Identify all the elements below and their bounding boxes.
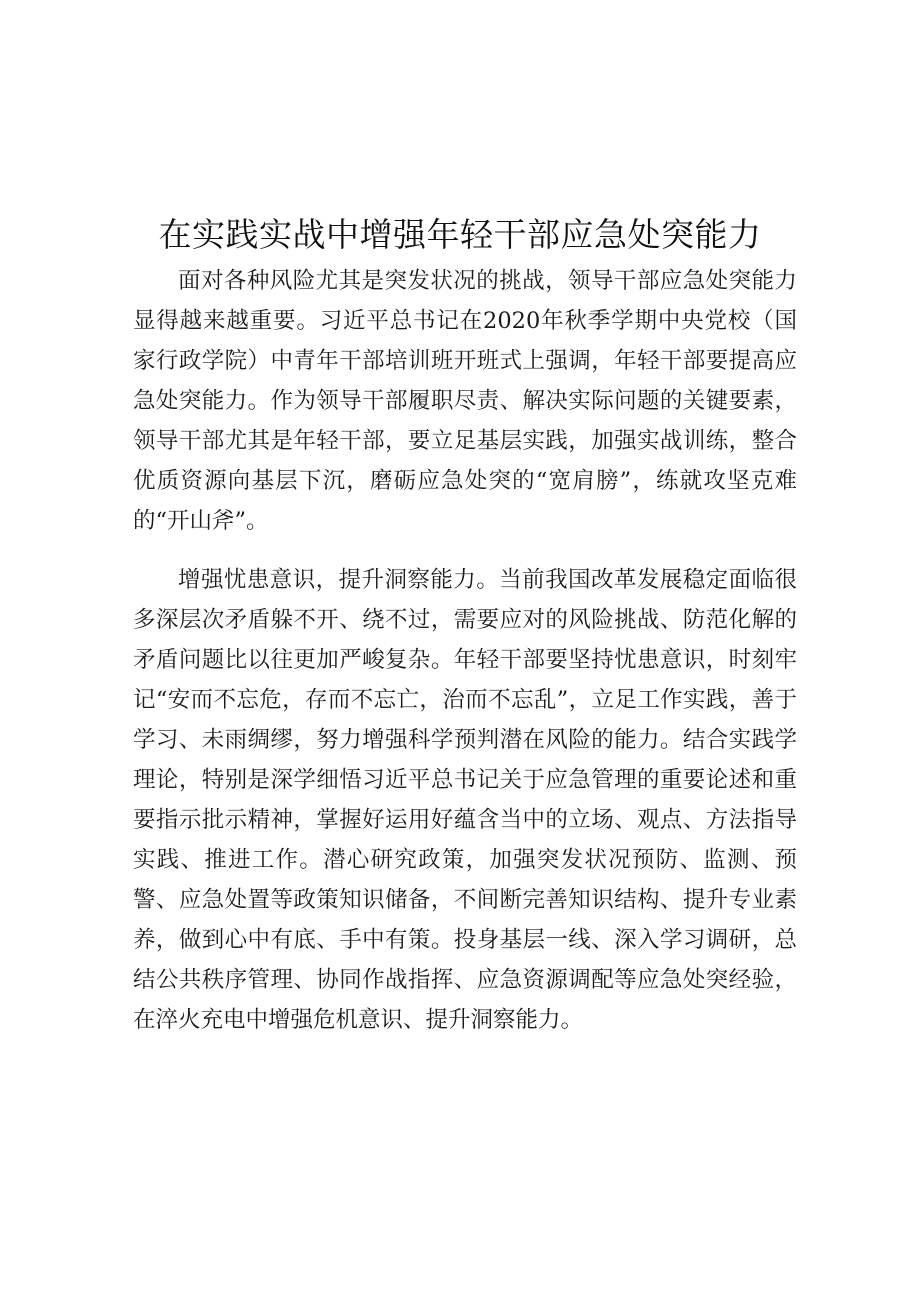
document-title: 在实践实战中增强年轻干部应急处突能力	[158, 215, 762, 254]
paragraph-awareness: 增强忧患意识，提升洞察能力。当前我国改革发展稳定面临很多深层次矛盾躲不开、绕不过，需要应对的风险挑战、防范化解的矛盾问题比以往更加严峻复杂。年轻干部要坚持忧患意识，时刻牢记“安而不忘危，存而不忘亡，治而不忘乱”，立足工作实践，善于学习、未雨绸缪，努力增强科学预判潜在风险的能力。结合实践学理论，特别是深学细悟习近平总书记关于应急管理的重要论述和重要指示批示精神，掌握好运用好蕴含当中的立场、观点、方法指导实践、推进工作。潜心研究政策，加强突发状况预防、监测、预警、应急处置等政策知识储备，不间断完善知识结构、提升专业素养，做到心中有底、手中有策。投身基层一线、深入学习调研，总结公共秩序管理、协同作战指挥、应急资源调配等应急处突经验，在淬火充电中增强危机意识、提升洞察能力。	[133, 567, 797, 1033]
paragraph-intro: 面对各种风险尤其是突发状况的挑战，领导干部应急处突能力显得越来越重要。习近平总书记在2020年秋季学期中央党校（国家行政学院）中青年干部培训班开班式上强调，年轻干部要提高应急处突能力。作为领导干部履职尽责、解决实际问题的关键要素，领导干部尤其是年轻干部，要立足基层实践，加强实战训练，整合优质资源向基层下沉，磨砺应急处突的“宽肩膀”，练就攻坚克难的“开山斧”。	[133, 268, 797, 534]
